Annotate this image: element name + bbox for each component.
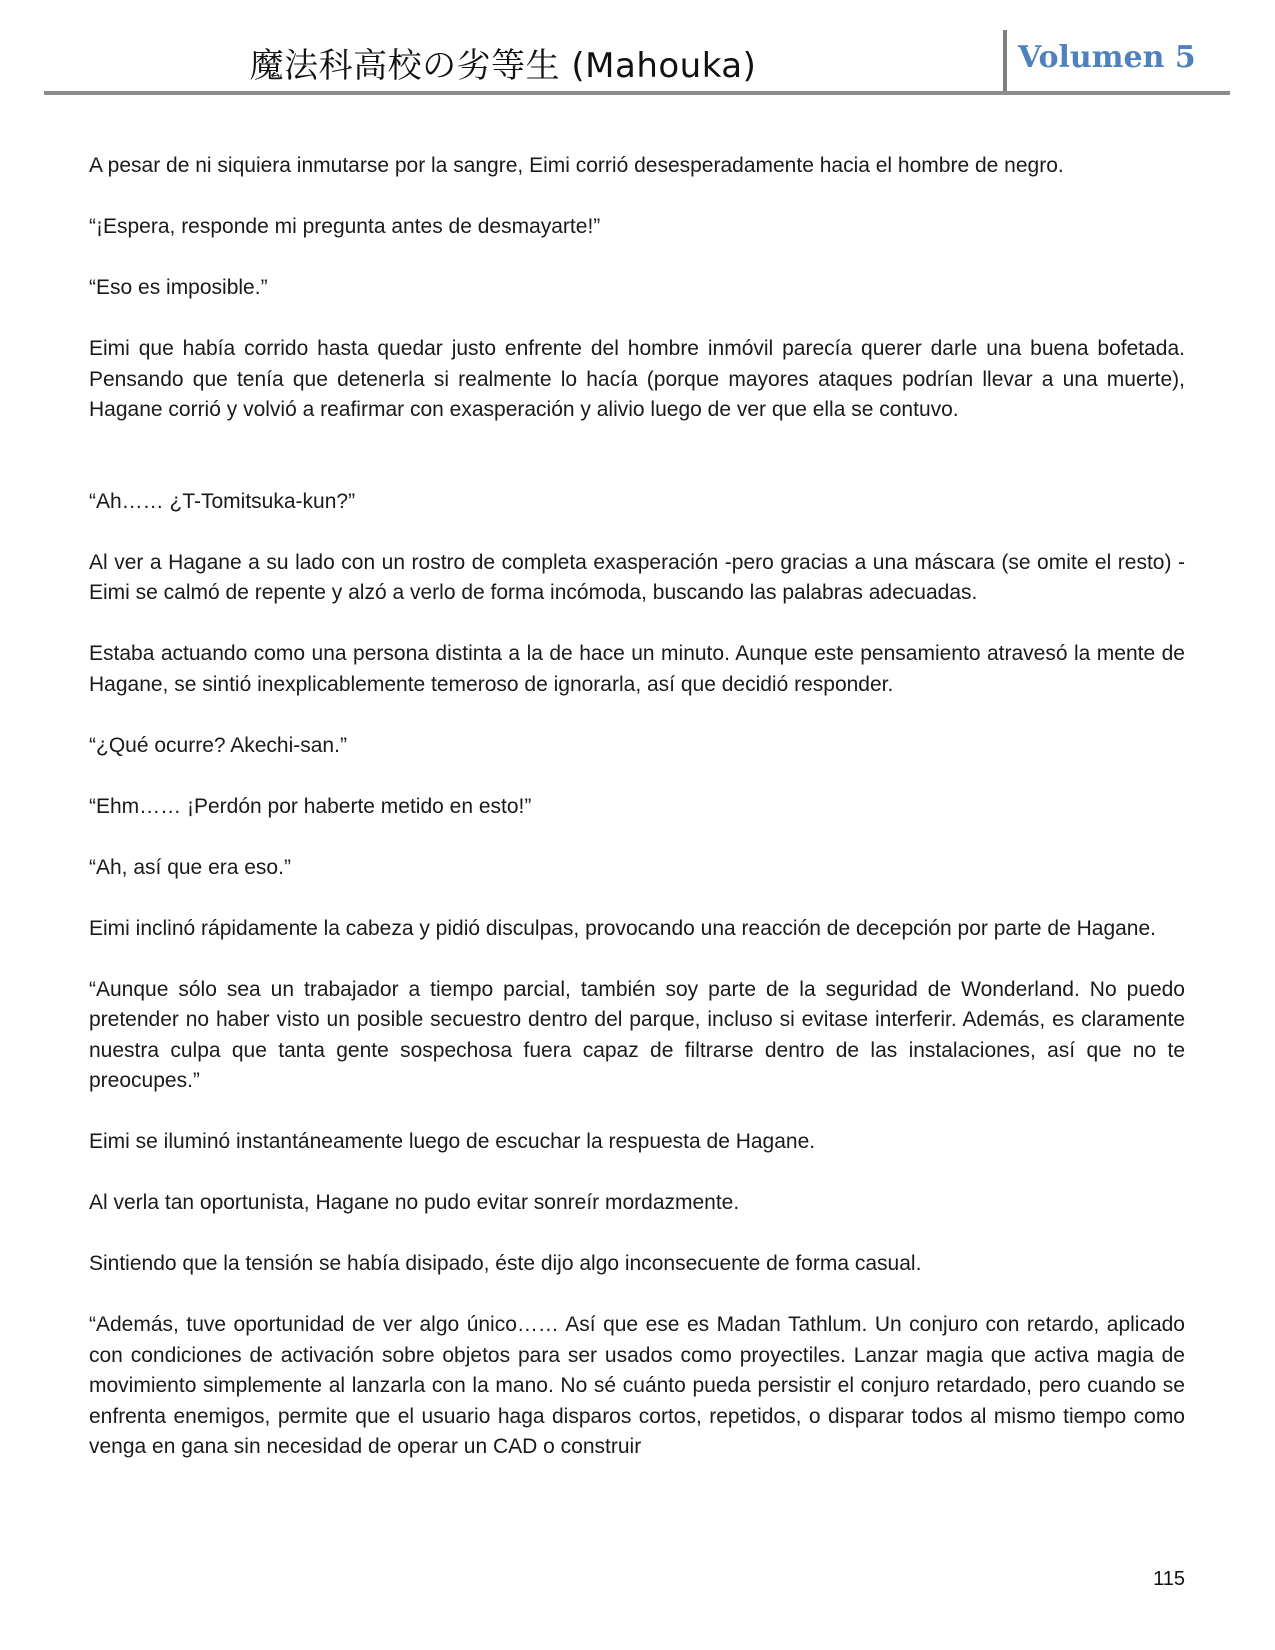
book-title: 魔法科高校の劣等生 (Mahouka) <box>249 46 757 86</box>
volume-label: Volumen 5 <box>1018 40 1196 75</box>
paragraph: Estaba actuando como una persona distinta a la de hace un minuto. Aunque este pensamiento atravesó la mente de Hagane, se sintió inexplicablemente temeroso de ignorarla, así que decidió responder. <box>89 642 1185 696</box>
page-body <box>89 151 1185 1463</box>
paragraph: Al ver a Hagane a su lado con un rostro de completa exasperación -pero gracias a una máscara (se omite el resto) - Eimi se calmó de repente y alzó a verlo de forma incómoda, buscando las palabras adecuadas. <box>89 550 1185 604</box>
page-number: 115 <box>1153 1568 1185 1590</box>
paragraph: “Ah…… ¿T-Tomitsuka-kun?” <box>89 489 356 513</box>
paragraph: Eimi que había corrido hasta quedar justo enfrente del hombre inmóvil parecía querer darle una buena bofetada. Pensando que tenía que detenerla si realmente lo hacía (porque mayores ataques podrían llevar a una muerte), Hagane corrió y volvió a reafirmar con exasperación y alivio luego de ver que ella se contuvo. <box>89 337 1185 421</box>
paragraph: Al verla tan oportunista, Hagane no pudo evitar sonreír mordazmente. <box>89 1191 740 1214</box>
paragraph: Eimi se iluminó instantáneamente luego de escuchar la respuesta de Hagane. <box>89 1130 816 1153</box>
paragraph: “Aunque sólo sea un trabajador a tiempo parcial, también soy parte de la seguridad de Wonderland. No puedo pretender no haber visto un posible secuestro dentro del parque, incluso si evitase interferir. Además, es claramente nuestra culpa que tanta gente sospechosa fuera capaz de filtrarse dentro de las instalaciones, así que no te preocupes.” <box>89 977 1185 1092</box>
paragraph: “Ehm…… ¡Perdón por haberte metido en esto!” <box>89 794 532 818</box>
paragraph: “¿Qué ocurre? Akechi-san.” <box>89 733 347 757</box>
paragraph: “¡Espera, responde mi pregunta antes de desmayarte!” <box>89 215 601 238</box>
header-rule <box>44 91 1230 95</box>
paragraph: Eimi inclinó rápidamente la cabeza y pidió disculpas, provocando una reacción de decepción por parte de Hagane. <box>89 916 1157 940</box>
page-header <box>0 0 1275 100</box>
paragraph: A pesar de ni siquiera inmutarse por la sangre, Eimi corrió desesperadamente hacia el hombre de negro. <box>89 154 1064 177</box>
paragraph: “Eso es imposible.” <box>89 276 268 299</box>
paragraph: “Además, tuve oportunidad de ver algo único…… Así que ese es Madan Tathlum. Un conjuro con retardo, aplicado con condiciones de activación sobre objetos para ser usados como proyectiles. Lanzar magia que activa magia de movimiento simplemente al lanzarla con la mano. No sé cuánto pueda persistir el conjuro retardado, pero cuando se enfrenta enemigos, permite que el usuario haga disparos cortos, repetidos, o disparar todos al mismo tiempo como venga en gana sin necesidad de operar un CAD o construir <box>89 1313 1185 1458</box>
paragraph: Sintiendo que la tensión se había disipado, éste dijo algo inconsecuente de forma casual. <box>89 1252 922 1275</box>
paragraph: “Ah, así que era eso.” <box>89 855 291 879</box>
header-divider <box>1003 30 1007 92</box>
